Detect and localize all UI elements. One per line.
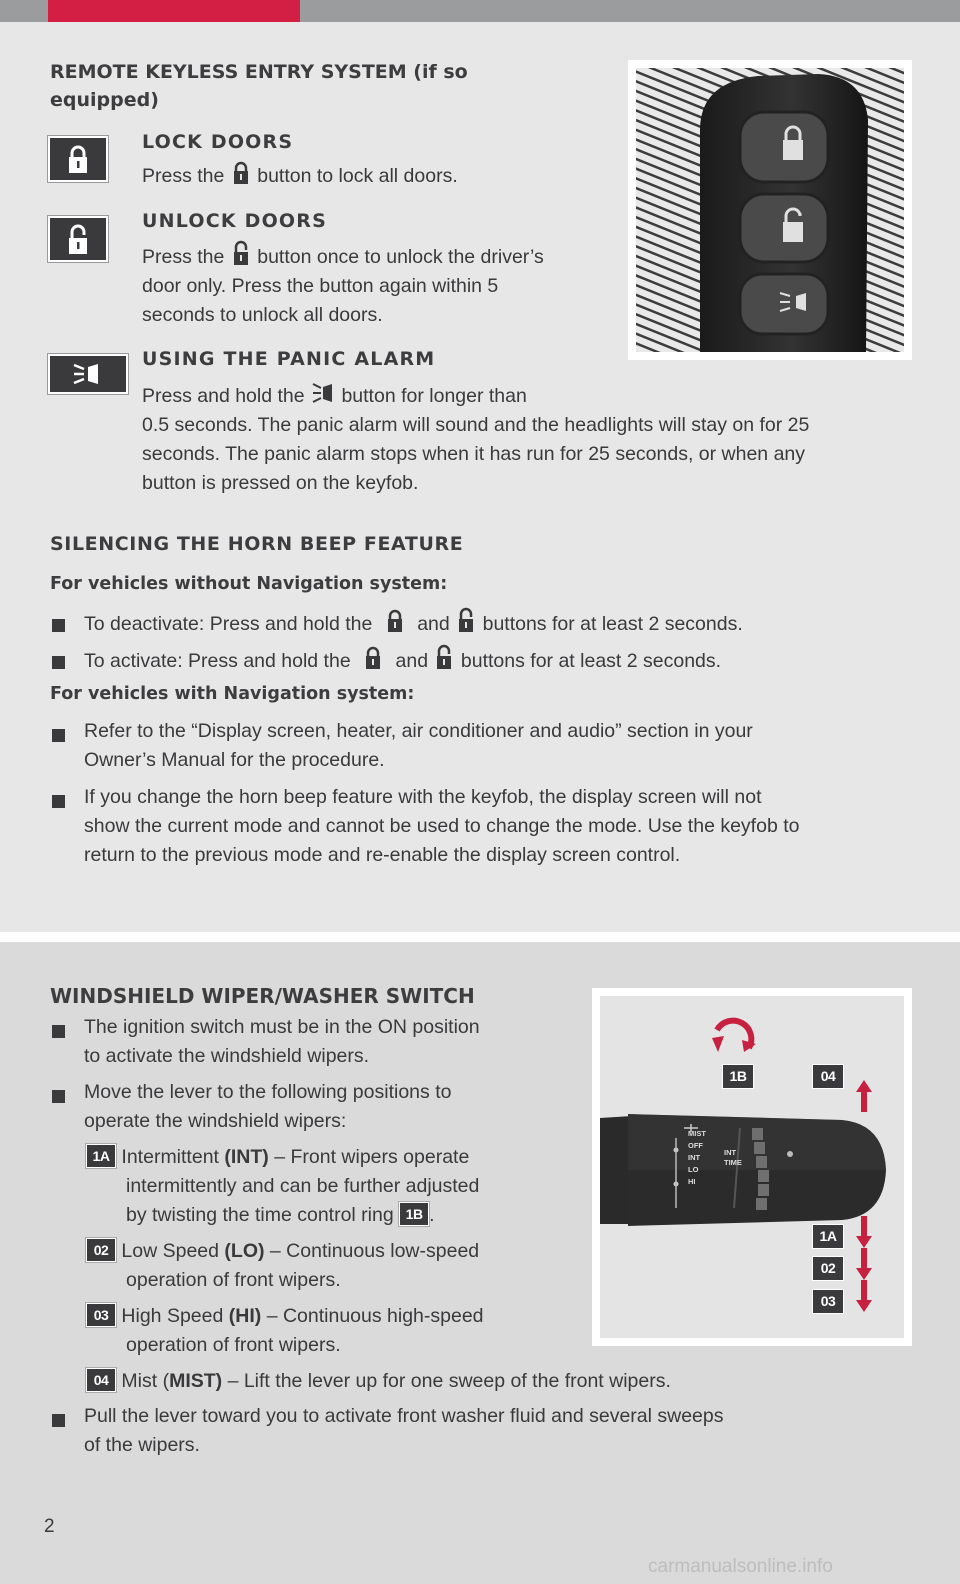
panic-icon-box (48, 354, 128, 394)
inline-unlock-icon (435, 644, 453, 670)
stalk-positions: MIST OFF INT LO HI (688, 1129, 706, 1186)
bullet-square (52, 1414, 65, 1427)
bullet-square (52, 729, 65, 742)
wiper-lever-illustration (592, 988, 912, 1346)
badge-1A: 1A (812, 1224, 844, 1249)
activate-text: To activate: Press and hold the and buttons for at least 2 seconds. (84, 644, 721, 676)
lock-doors-text: Press the button to lock all doors. (142, 161, 458, 191)
bullet-square (52, 1025, 65, 1038)
nav-heading: For vehicles with Navigation system: (50, 684, 415, 704)
wiper-mist-item: 04 Mist (MIST) – Lift the lever up for one sweep of the front wipers. (86, 1367, 906, 1396)
section-divider (0, 932, 960, 942)
keyless-title (50, 58, 570, 114)
panic-alarm-text: Press and hold the button for longer than 0.5 seconds. The panic alarm will sound and the headlights will stay on for 25 seconds. The panic alarm stops when it has run for 25 seconds, or when any button is pressed on the keyfob. (142, 381, 912, 498)
badge-1A: 1A (86, 1144, 116, 1168)
page-number: 2 (44, 1516, 55, 1537)
wiper-lever-photo (592, 988, 912, 1346)
watermark: carmanualsonline.info (648, 1556, 833, 1577)
lock-icon-box (48, 136, 108, 182)
badge-03: 03 (86, 1303, 116, 1327)
bullet-square (52, 795, 65, 808)
badge-1B: 1B (399, 1202, 429, 1226)
keyfob-illustration (628, 60, 912, 360)
horn-heading: SILENCING THE HORN BEEP FEATURE (50, 533, 464, 555)
wiper-bullet-1: The ignition switch must be in the ON position to activate the windshield wipers. (84, 1016, 480, 1067)
inline-unlock-icon (457, 607, 475, 633)
badge-1B: 1B (722, 1064, 754, 1089)
inline-lock-icon (380, 609, 410, 633)
wiper-bullet-3: Pull the lever toward you to activate front washer fluid and several sweeps of the wipers. (84, 1405, 724, 1456)
bullet-square (52, 656, 65, 669)
bullet-square (52, 1090, 65, 1103)
panic-horn-icon (70, 361, 106, 387)
badge-04: 04 (86, 1368, 116, 1392)
panic-alarm-heading: USING THE PANIC ALARM (142, 348, 436, 370)
wiper-hi-item: 03 High Speed (HI) – Continuous high-speed operation of front wipers. (86, 1302, 566, 1360)
lock-doors-heading: LOCK DOORS (142, 131, 294, 153)
wiper-int-item: 1A Intermittent (INT) – Front wipers operate intermittently and can be further adjusted by twisting the time control ring 1B . (86, 1143, 566, 1230)
no-nav-heading: For vehicles without Navigation system: (50, 574, 448, 594)
nav-bullet-1: Refer to the “Display screen, heater, air conditioner and audio” section in your Owner’s Manual for the procedure. (84, 720, 753, 771)
top-accent-bar (48, 0, 300, 22)
badge-04: 04 (812, 1064, 844, 1089)
badge-02: 02 (812, 1256, 844, 1281)
wiper-bullet-2: Move the lever to the following positions to operate the windshield wipers: (84, 1081, 452, 1132)
int-time-label: INT TIME (724, 1148, 742, 1167)
deactivate-text: To deactivate: Press and hold the and buttons for at least 2 seconds. (84, 607, 743, 639)
badge-02: 02 (86, 1238, 116, 1262)
keyless-title-line2: equipped) (50, 89, 159, 111)
nav-bullet-2: If you change the horn beep feature with the keyfob, the display screen will not show the current mode and cannot be used to change the mode. Use the keyfob to return to the previous mode and re-enable the display screen control. (84, 786, 800, 866)
wiper-heading: WINDSHIELD WIPER/WASHER SWITCH (50, 984, 475, 1008)
inline-unlock-icon (232, 240, 250, 266)
badge-03: 03 (812, 1289, 844, 1314)
lock-icon (66, 144, 90, 174)
unlock-icon-box (48, 216, 108, 262)
bullet-square (52, 619, 65, 632)
inline-lock-icon (232, 161, 250, 185)
keyfob-photo (628, 60, 912, 360)
inline-panic-icon (312, 381, 334, 405)
unlock-icon (66, 223, 90, 255)
wiper-lo-item: 02 Low Speed (LO) – Continuous low-speed operation of front wipers. (86, 1237, 566, 1295)
unlock-doors-heading: UNLOCK DOORS (142, 210, 327, 232)
inline-lock-icon (358, 646, 388, 670)
keyless-title-line1: REMOTE KEYLESS ENTRY SYSTEM (if so (50, 61, 468, 83)
unlock-doors-text: Press the button once to unlock the driver’s door only. Press the button again within 5 seconds to unlock all doors. (142, 240, 612, 330)
